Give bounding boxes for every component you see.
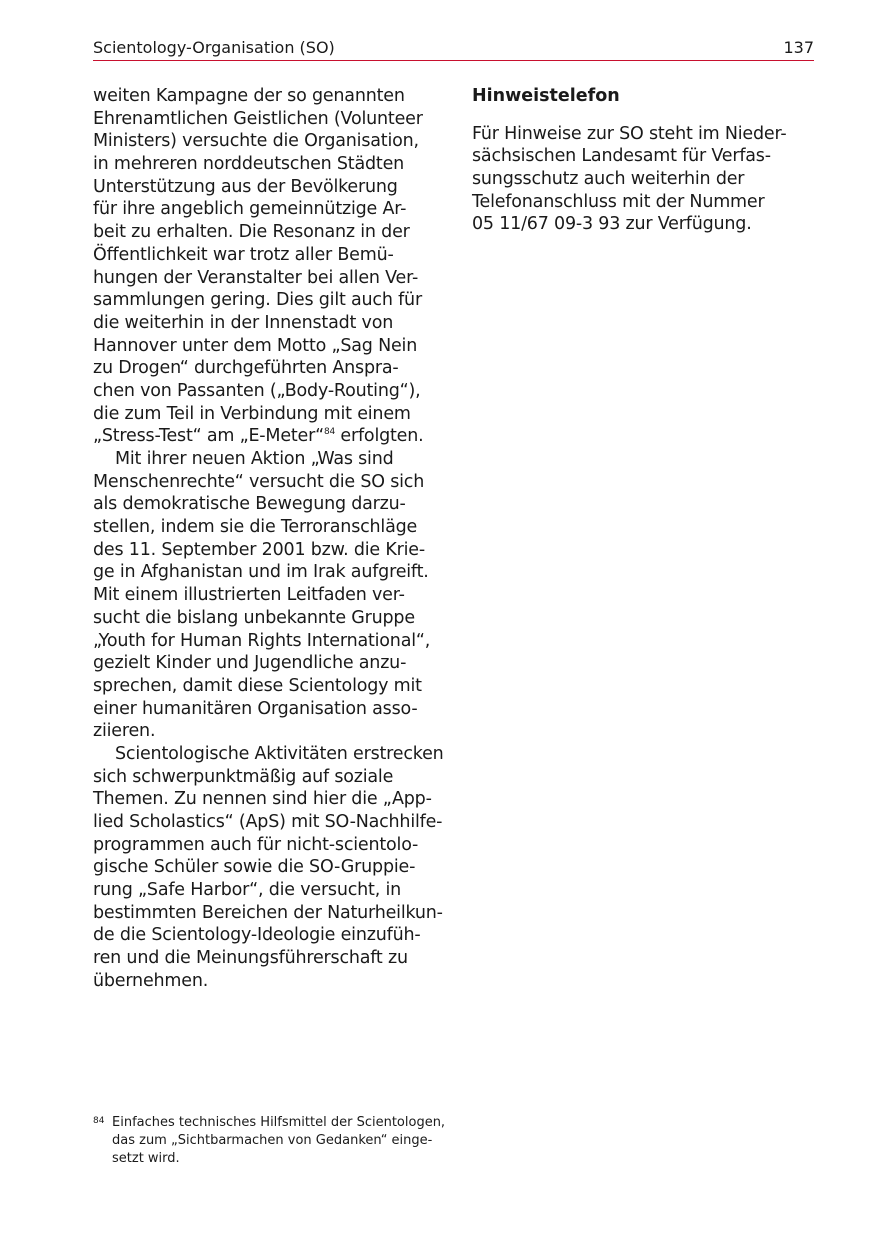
footnote-mark: 84 [93,1116,105,1126]
page-number: 137 [783,38,814,57]
section-heading: Hinweistelefon [472,86,620,106]
text-line: Öffentlichkeit war trotz aller Bemü- [93,244,394,265]
footnote-line [93,1114,453,1132]
text-line: beit zu erhalten. Die Resonanz in der [93,222,410,243]
text-line: weiten Kampagne der so genannten [93,86,405,106]
text-line: bestimmten Bereichen der Naturheilkun- [93,902,443,923]
running-head [93,38,814,61]
footnote-line: das zum „Sichtbarmachen von Gedanken“ einge- [112,1133,433,1148]
footnote-line: setzt wird. [112,1151,180,1166]
text-line: sich schwerpunktmäßig auf soziale [93,766,394,787]
right-column [472,85,822,236]
text-line: de die Scientology-Ideologie einzufüh- [93,925,421,946]
text-line: für ihre angeblich gemeinnützige Ar- [93,199,407,220]
running-head-title: Scientology-Organisation (SO) [93,38,335,57]
text-line: zu Drogen“ durchgeführten Anspra- [93,358,399,379]
text-line [93,425,443,448]
text-line: sammlungen gering. Dies gilt auch für [93,290,422,311]
text-line: Menschenrechte“ versucht die SO sich [93,471,425,492]
footnote-reference[interactable]: 84 [323,427,336,438]
text-line: die zum Teil in Verbindung mit einem [93,403,411,424]
text-line: in mehreren norddeutschen Städten [93,154,405,175]
text-line: Ehrenamtlichen Geistlichen (Volunteer [93,108,423,129]
text-line: Hannover unter dem Motto „Sag Nein [93,335,418,356]
paragraph-1 [93,85,443,448]
text-line: Für Hinweise zur SO steht im Nieder- [472,123,787,144]
hotline-paragraph [472,123,822,236]
text-fragment: „Stress-Test“ am „E-Meter“ [93,426,324,447]
text-line: rung „Safe Harbor“, die versucht, in [93,880,401,901]
paragraph-3 [93,743,443,993]
text-line: ziieren. [93,721,156,742]
paragraph-2 [93,448,443,743]
text-line: als demokratische Bewegung darzu- [93,494,406,515]
text-line: ren und die Meinungsführerschaft zu [93,948,408,969]
text-line: Unterstützung aus der Bevölkerung [93,176,398,197]
text-line: gische Schüler sowie die SO-Gruppie- [93,857,416,878]
footnote-text: Einfaches technisches Hilfsmittel der Scientologen, [112,1115,446,1130]
text-line: chen von Passanten („Body-Routing“), [93,380,421,401]
text-line: programmen auch für nicht-scientolo- [93,834,419,855]
text-line: Telefonanschluss mit der Nummer [472,191,765,212]
text-line: hungen der Veranstalter bei allen Ver- [93,267,419,288]
text-line: gezielt Kinder und Jugendliche anzu- [93,653,407,674]
text-line: stellen, indem sie die Terroranschläge [93,517,418,538]
text-line: sucht die bislang unbekannte Gruppe [93,607,415,628]
text-line: Ministers) versuchte die Organisation, [93,131,419,152]
text-line: des 11. September 2001 bzw. die Krie- [93,539,425,560]
text-line: einer humanitären Organisation asso- [93,698,418,719]
text-line: Scientologische Aktivitäten erstrecken [115,743,444,764]
left-column [93,85,443,993]
text-line: sächsischen Landesamt für Verfas- [472,146,771,167]
footnote [93,1114,453,1168]
text-line: lied Scholastics“ (ApS) mit SO-Nachhilfe- [93,812,443,832]
text-fragment: erfolgten. [335,426,424,447]
text-line: Mit einem illustrierten Leitfaden ver- [93,585,405,606]
text-line: Themen. Zu nennen sind hier die „App- [93,789,432,810]
text-line: „Youth for Human Rights International“, [93,630,431,651]
text-line: 05 11/67 09-3 93 zur Verfügung. [472,214,752,235]
text-line: sungsschutz auch weiterhin der [472,169,745,190]
text-line: ge in Afghanistan und im Irak aufgreift. [93,562,429,583]
text-line: übernehmen. [93,970,209,991]
text-line: sprechen, damit diese Scientology mit [93,675,422,696]
text-line: die weiterhin in der Innenstadt von [93,312,394,333]
text-line: Mit ihrer neuen Aktion „Was sind [115,449,394,469]
